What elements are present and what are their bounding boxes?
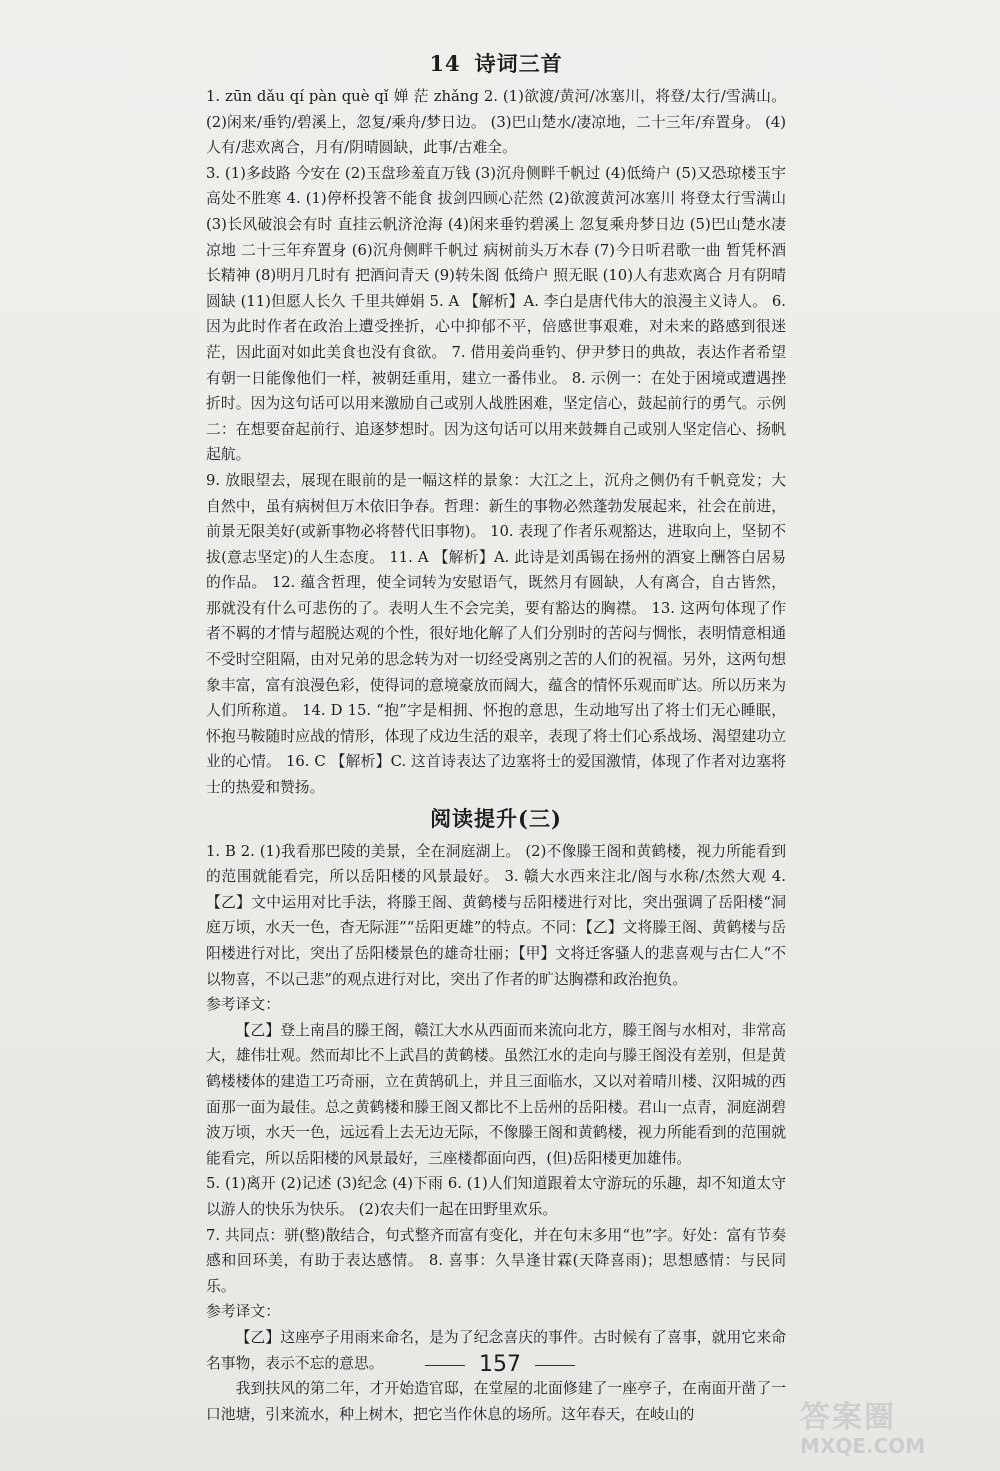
translation-paragraph: 【乙】登上南昌的滕王阁，赣江大水从西面而来流向北方，滕王阁与水相对，非常高大，雄伟壮观。然而却比不上武昌的黄鹤楼。虽然江水的走向与滕王阁没有差别，但是黄鹤楼楼体的建造工巧奇丽，立在黄鹄矶上，并且三面临水，又以对着晴川楼、汉阳城的西面那一面为最佳。总之黄鹤楼和滕王阁又都比不上岳州的岳阳楼。君山一点青，洞庭湖碧波万顷，水天一色，远远看上去无边无际，不像滕王阁和黄鹤楼，视力所能看到的范围就能看完，所以岳阳楼的风景最好，三座楼都面向西，(但)岳阳楼更加雄伟。 bbox=[206, 1021, 786, 1167]
answer-content bbox=[206, 38, 786, 1427]
answer-paragraph: 3. (1)多歧路 今安在 (2)玉盘珍羞直万钱 (3)沉舟侧畔千帆过 (4)低绮户 (5)又恐琼楼玉宇 高处不胜寒 4. (1)停杯投箸不能食 拔剑四顾心茫然 (2)欲渡黄河冰塞川 将登太行雪满山 (3)长风破浪会有时 直挂云帆济沧海 (4)闲来垂钓碧溪上 忽复乘舟梦日边 (5)巴山楚水凄凉地 二十三年弃置身 (6)沉舟侧畔千帆过 病树前头万木春 (7)今日听君歌一曲 暂凭杯酒长精神 (8)明月几时有 把酒问青天 (9)转朱阁 低绮户 照无眠 (10)人有悲欢离合 月有阴晴圆缺 (11)但愿人长久 千里共婵娟 5. A 【解析】A. 李白是唐代伟大的浪漫主义诗人。 6. 因为此时作者在政治上遭受挫折，心中抑郁不平，倍感世事艰难，对未来的路感到很迷茫，因此面对如此美食也没有食欲。 7. 借用姜尚垂钓、伊尹梦日的典故，表达作者希望有朝一日能像他们一样，被朝廷重用，建立一番伟业。 8. 示例一：在处于困境或遭遇挫折时。因为这句话可以用来激励自己或别人战胜困难，坚定信心，鼓起前行的勇气。示例二：在想要奋起前行、追逐梦想时。因为这句话可以用来鼓舞自己或别人坚定信心、扬帆起航。 bbox=[206, 164, 786, 464]
lesson-number: 14 bbox=[429, 51, 461, 76]
reference-translation-label: 参考译文： bbox=[206, 1303, 280, 1321]
section-heading-poems bbox=[206, 48, 786, 78]
section-heading-reading: 阅读提升(三) bbox=[430, 805, 562, 831]
watermark-url: MXQE.COM bbox=[800, 1434, 926, 1458]
watermark-logo bbox=[800, 1392, 990, 1464]
page-number-dash bbox=[535, 1365, 575, 1366]
answer-paragraph: 9. 放眼望去，展现在眼前的是一幅这样的景象：大江之上，沉舟之侧仍有千帆竞发；大自然中，虽有病树但万木依旧争春。哲理：新生的事物必然蓬勃发展起来，社会在前进，前景无限美好(或新事物必将替代旧事物)。 10. 表现了作者乐观豁达，进取向上，坚韧不拔(意志坚定)的人生态度。 11. A 【解析】A. 此诗是刘禹锡在扬州的酒宴上酬答白居易的作品。 12. 蕴含哲理，使全词转为安慰语气，既然月有圆缺，人有离合，自古皆然，那就没有什么可悲伤的了。表明人生不会完美，要有豁达的胸襟。 13. 这两句体现了作者不羁的才情与超脱达观的个性，很好地化解了人们分别时的苦闷与惆怅，表明情意相通不受时空阻隔，由对兄弟的思念转为对一切经受离别之苦的人们的祝福。另外，这两句想象丰富，富有浪漫色彩，使得词的意境豪放而阔大，蕴含的情怀乐观而旷达。所以历来为人们所称道。 14. D 15. “抱”字是相拥、怀抱的意思，生动地写出了将士们无心睡眠，怀抱马鞍随时应战的情形，体现了戍边生活的艰辛，表现了将士们心系战场、渴望建功立业的心情。 16. C 【解析】C. 这首诗表达了边塞将士的爱国激情，体现了作者对边塞将士的热爱和赞扬。 bbox=[206, 471, 786, 797]
answer-paragraph: 1. zūn dǎu qí pàn què qǐ 婵 茫 zhǎng 2. (1)欲渡/黄河/冰塞川，将登/太行/雪满山。 (2)闲来/垂钓/碧溪上，忽复/乘舟/梦日边。 (3)巴山楚水/凄凉地，二十三年/弃置身。 (4)人有/悲欢离合，月有/阴晴圆缺，此事/古难全。 bbox=[206, 88, 786, 157]
page-number-text: 157 bbox=[479, 1352, 521, 1377]
page-number bbox=[0, 1352, 1000, 1377]
translation-paragraph: 【乙】这座亭子用雨来命名，是为了纪念喜庆的事件。古时候有了喜事，就用它来命名事物，表示不忘的意思。 bbox=[206, 1328, 786, 1372]
translation-paragraph: 我到扶风的第二年，才开始造官邸，在堂屋的北面修建了一座亭子，在南面开凿了一口池塘，引来流水，种上树木，把它当作休息的场所。这年春天，在岐山的 bbox=[206, 1380, 786, 1423]
answer-paragraph: 7. 共同点：骈(整)散结合，句式整齐而富有变化，并在句末多用“也”字。好处：富有节奏感和回环美，有助于表达感情。 8. 喜事：久旱逢甘霖(天降喜雨)；思想感情：与民同乐。 bbox=[206, 1226, 786, 1295]
page-number-dash bbox=[425, 1365, 465, 1366]
answer-paragraph: 1. B 2. (1)我看那巴陵的美景，全在洞庭湖上。 (2)不像滕王阁和黄鹤楼，视力所能看到的范围就能看完，所以岳阳楼的风景最好。 3. 赣大水西来注北/阁与水称/杰然大观 4. 【乙】文中运用对比手法，将滕王阁、黄鹤楼与岳阳楼进行对比，突出强调了岳阳楼“洞庭万顷，水天一色，杳无际涯”“岳阳更雄”的特点。不同：【乙】文将滕王阁、黄鹤楼与岳阳楼进行对比，突出了岳阳楼景色的雄奇壮丽；【甲】文将迁客骚人的悲喜观与古仁人“不以物喜，不以己悲”的观点进行对比，突出了作者的旷达胸襟和政治抱负。 bbox=[206, 842, 786, 988]
reference-translation-label: 参考译文： bbox=[206, 996, 280, 1014]
answer-paragraph: 5. (1)离开 (2)记述 (3)纪念 (4)下雨 6. (1)人们知道跟着太守游玩的乐趣，却不知道太守以游人的快乐为快乐。 (2)农夫们一起在田野里欢乐。 bbox=[206, 1175, 786, 1218]
lesson-title: 诗词三首 bbox=[474, 51, 563, 76]
watermark-text: 答案圈 bbox=[800, 1400, 896, 1435]
